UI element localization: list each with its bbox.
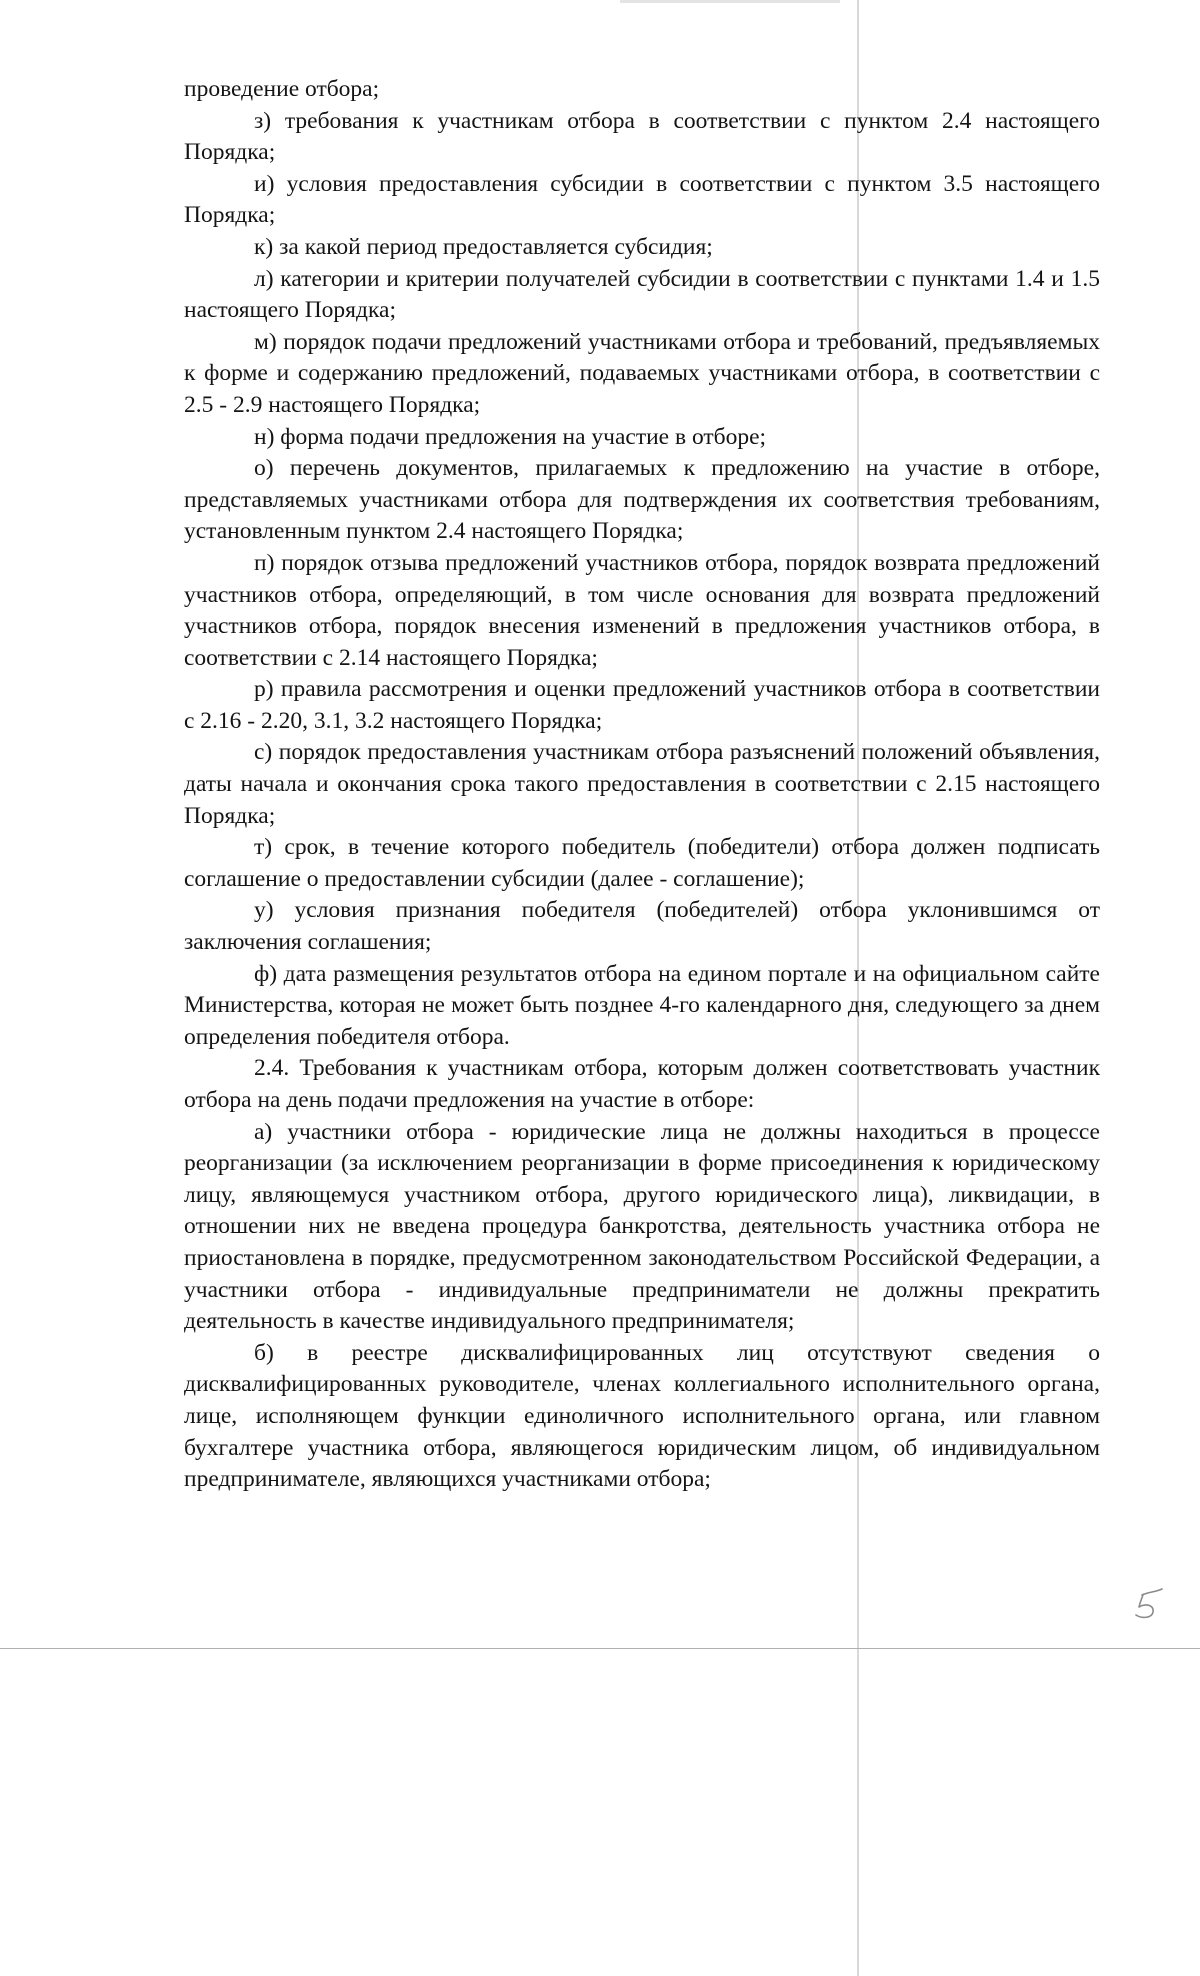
paragraph: н) форма подачи предложения на участие в отборе; xyxy=(254,423,767,450)
handwritten-page-number xyxy=(1128,1583,1168,1623)
paragraph: и) условия предоставления субсидии в соответствии с пунктом 3.5 настоящего Порядка; xyxy=(184,170,1100,229)
paragraph: р) правила рассмотрения и оценки предложений участников отбора в соответствии с 2.16 - 2.20, 3.1, 3.2 настоящего Порядка; xyxy=(184,676,1100,734)
document-body xyxy=(184,74,1100,1496)
paragraph: ф) дата размещения результатов отбора на едином портале и на официальном сайте Министерства, которая не может быть позднее 4-го календарного дня, следующего за днем определения победителя отбора. xyxy=(184,960,1100,1050)
paragraph: проведение отбора; xyxy=(184,76,380,102)
paragraph: 2.4. Требования к участникам отбора, которым должен соответствовать участник отбора на день подачи предложения на участие в отборе: xyxy=(184,1055,1100,1113)
paragraph: б) в реестре дисквалифицированных лиц отсутствуют сведения о дисквалифицированных руководителе, членах коллегиального исполнительного органа, лице, исполняющем функции единоличного исполнительного органа, или главном бухгалтере участника отбора, являющегося юридическим лицом, об индивидуальном предпринимателе, являющихся участниками отбора; xyxy=(184,1339,1100,1493)
paragraph: п) порядок отзыва предложений участников отбора, порядок возврата предложений участников отбора, определяющий, в том числе основания для возврата предложений участников отбора, порядок внесения изменений в предложения участников отбора, в соответствии с 2.14 настоящего Порядка; xyxy=(184,549,1100,671)
paragraph: м) порядок подачи предложений участниками отбора и требований, предъявляемых к форме и содержанию предложений, подаваемых участниками отбора, в соответствии с 2.5 - 2.9 настоящего Порядка; xyxy=(184,328,1100,418)
paragraph: с) порядок предоставления участникам отбора разъяснений положений объявления, даты начала и окончания срока такого предоставления в соответствии с 2.15 настоящего Порядка; xyxy=(184,739,1100,829)
paragraph: а) участники отбора - юридические лица не должны находиться в процессе реорганизации (за исключением реорганизации в форме присоединения к юридическому лицу, являющемуся участником отбора, другого юридического лица), ликвидации, в отношении них не введена процедура банкротства, деятельность участника отбора не приостановлена в порядке, предусмотренном законодательством Российской Федерации, а участники отбора - индивидуальные предприниматели не должны прекратить деятельность в качестве индивидуального предпринимателя; xyxy=(184,1118,1100,1335)
paragraph: о) перечень документов, прилагаемых к предложению на участие в отборе, представляемых участниками отбора для подтверждения их соответствия требованиям, установленным пунктом 2.4 настоящего Порядка; xyxy=(184,455,1100,545)
paragraph: т) срок, в течение которого победитель (победители) отбора должен подписать соглашение о предоставлении субсидии (далее - соглашение); xyxy=(184,834,1100,892)
scan-edge-line xyxy=(0,1648,1200,1649)
scan-artifact-top xyxy=(620,0,840,3)
paragraph: у) условия признания победителя (победителей) отбора уклонившимся от заключения соглашения; xyxy=(184,897,1100,956)
paragraph: з) требования к участникам отбора в соответствии с пунктом 2.4 настоящего Порядка; xyxy=(184,107,1100,166)
paragraph: к) за какой период предоставляется субсидия; xyxy=(254,233,713,260)
paragraph: л) категории и критерии получателей субсидии в соответствии с пунктами 1.4 и 1.5 настоящего Порядка; xyxy=(184,265,1100,324)
